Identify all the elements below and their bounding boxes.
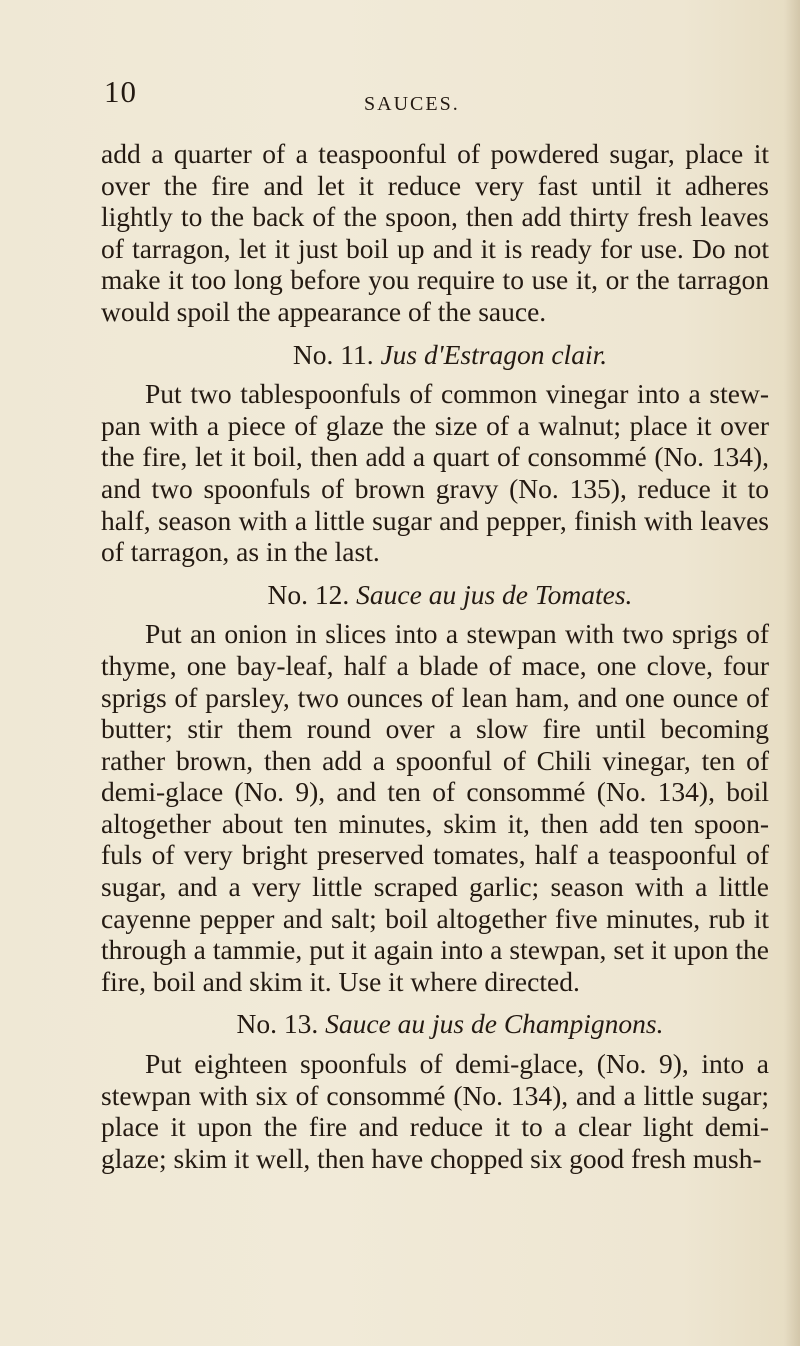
recipe-body-11: Put two tablespoonfuls of common vinegar into a stew-pan with a piece of glaze the size of a walnut; place it over the fire, let it boil, then add a quart of consommé (No. 134), and two spoonfuls of brown gravy (No. 135), reduce it to half, season with a little sugar and pepper, finish with leaves of tarragon, as in the last. (101, 378, 769, 568)
recipe-heading-11 (101, 339, 769, 371)
recipe-body-12: Put an onion in slices into a stewpan with two sprigs of thyme, one bay-leaf, half a blade of mace, one clove, four sprigs of parsley, two ounces of lean ham, and one ounce of butter; stir them round over a slow fire until becoming rather brown, then add a spoonful of Chili vinegar, ten of demi-glace (No. 9), and ten of consommé (No. 134), boil altogether about ten minutes, skim it, then add ten spoon-fuls of very bright preserved tomates, half a teaspoonful of sugar, and a very little scraped garlic; season with a little cayenne pepper and salt; boil altogether five minutes, rub it through a tammie, put it again into a stewpan, set it upon the fire, boil and skim it. Use it where directed. (101, 618, 769, 997)
recipe-title: Jus d'Estragon clair. (380, 338, 608, 370)
continuation-paragraph: add a quarter of a teaspoonful of powdered sugar, place it over the fire and let it reduce very fast until it adheres lightly to the back of the spoon, then add thirty fresh leaves of tarragon, let it just boil up and it is ready for use. Do not make it too long before you require to use it, or the tarragon would spoil the appearance of the sauce. (101, 138, 769, 327)
recipe-number: No. 11. (292, 338, 374, 370)
recipe-title: Sauce au jus de Champignons. (325, 1008, 664, 1040)
page-text (101, 138, 769, 1174)
recipe-heading-13 (101, 1008, 769, 1040)
page-edge-shadow (784, 0, 800, 1346)
running-head: SAUCES. (364, 93, 460, 115)
page-number: 10 (104, 74, 137, 109)
recipe-heading-12 (101, 579, 769, 611)
recipe-number: No. 12. (267, 578, 350, 610)
recipe-number: No. 13. (236, 1008, 319, 1040)
recipe-body-13: Put eighteen spoonfuls of demi-glace, (No. 9), into a stewpan with six of consommé (No. 134), and a little sugar; place it upon the fire and reduce it to a clear light demi-glaze; skim it well, then have chopped six good fresh mush- (101, 1048, 769, 1174)
recipe-title: Sauce au jus de Tomates. (356, 578, 633, 610)
